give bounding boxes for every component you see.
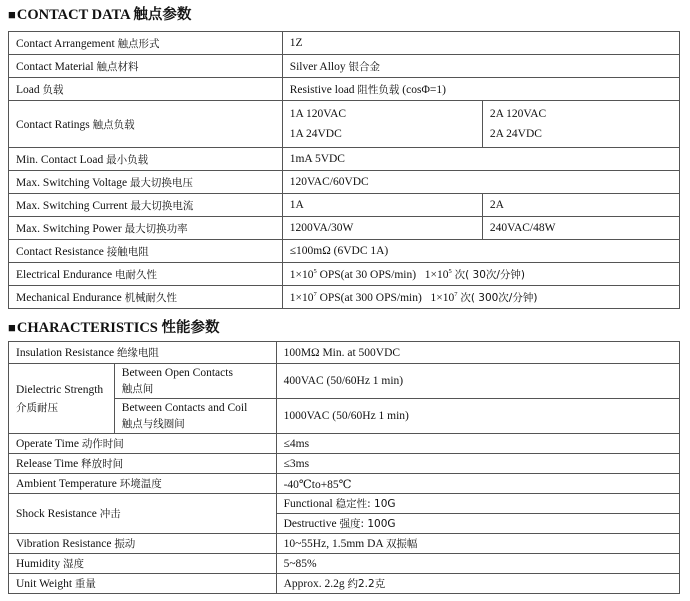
value-cell: Resistive load 阻性负载 (cosΦ=1) — [282, 78, 679, 101]
value-cell: ≤100mΩ (6VDC 1A) — [282, 240, 679, 263]
characteristics-title — [8, 316, 220, 337]
value-cell: 100MΩ Min. at 500VDC — [276, 342, 679, 364]
characteristics-table — [8, 341, 680, 594]
contact-data-table — [8, 31, 680, 309]
sublabel-cell: Between Contacts and Coil 触点与线圈间 — [114, 399, 276, 434]
section-marker-icon: ■ — [8, 320, 16, 335]
value-cell: $1\times 10^5$ OPS(at 30 OPS/min) $1\times 10^5$ 次( 30次/分钟) — [282, 263, 679, 286]
value-cell: 1Z — [282, 32, 679, 55]
value-cell: 10~55Hz, 1.5mm DA 双振幅 — [276, 534, 679, 554]
label-cell: Electrical Endurance 电耐久性 — [9, 263, 283, 286]
value-cell: -40℃to+85℃ — [276, 474, 679, 494]
value-cell: 1000VAC (50/60Hz 1 min) — [276, 399, 679, 434]
label-cell: Load 负载 — [9, 78, 283, 101]
table-row — [9, 194, 680, 217]
contact-data-title — [8, 3, 191, 24]
label-cell: Insulation Resistance 绝缘电阻 — [9, 342, 277, 364]
label-cell: Mechanical Endurance 机械耐久性 — [9, 286, 283, 309]
value-cell: Destructive 强度: 100G — [276, 514, 679, 534]
table-row — [9, 240, 680, 263]
section-marker-icon: ■ — [8, 7, 16, 22]
value-cell: $1\times 10^7$ OPS(at 300 OPS/min) $1\times 10^7$ 次( 300次/分钟) — [282, 286, 679, 309]
contact-data-title-text: CONTACT DATA 触点参数 — [16, 7, 192, 23]
label-cell: Dielectric Strength 介质耐压 — [9, 364, 115, 434]
label-cell: Release Time 释放时间 — [9, 454, 277, 474]
table-row — [9, 55, 680, 78]
label-cell: Operate Time 动作时间 — [9, 434, 277, 454]
table-row — [9, 78, 680, 101]
label-cell: Max. Switching Power 最大切换功率 — [9, 217, 283, 240]
table-row — [9, 574, 680, 594]
label-cell: Contact Arrangement 触点形式 — [9, 32, 283, 55]
table-row — [9, 474, 680, 494]
value-cell: Approx. 2.2g 约2.2克 — [276, 574, 679, 594]
table-row — [9, 286, 680, 309]
value-cell: 1A 120VAC 1A 24VDC — [282, 101, 482, 148]
sublabel-cell: Between Open Contacts 触点间 — [114, 364, 276, 399]
value-cell: Functional 稳定性: 10G — [276, 494, 679, 514]
label-cell: Contact Ratings 触点负载 — [9, 101, 283, 148]
label-cell: Humidity 湿度 — [9, 554, 277, 574]
label-cell: Contact Material 触点材料 — [9, 55, 283, 78]
table-row — [9, 32, 680, 55]
table-row — [9, 263, 680, 286]
value-cell: 240VAC/48W — [482, 217, 679, 240]
value-cell: Silver Alloy 银合金 — [282, 55, 679, 78]
value-cell: 1200VA/30W — [282, 217, 482, 240]
value-cell: 2A — [482, 194, 679, 217]
table-row — [9, 494, 680, 514]
table-row — [9, 454, 680, 474]
label-cell: Unit Weight 重量 — [9, 574, 277, 594]
label-cell: Vibration Resistance 振动 — [9, 534, 277, 554]
table-row — [9, 342, 680, 364]
table-row — [9, 554, 680, 574]
value-cell: ≤4ms — [276, 434, 679, 454]
table-row — [9, 434, 680, 454]
table-row — [9, 148, 680, 171]
table-row — [9, 534, 680, 554]
table-row — [9, 171, 680, 194]
value-cell: 1A — [282, 194, 482, 217]
label-cell: Shock Resistance 冲击 — [9, 494, 277, 534]
characteristics-title-text: CHARACTERISTICS 性能参数 — [16, 320, 220, 336]
value-cell: 5~85% — [276, 554, 679, 574]
value-cell: 2A 120VAC 2A 24VDC — [482, 101, 679, 148]
value-cell: 120VAC/60VDC — [282, 171, 679, 194]
value-cell: 1mA 5VDC — [282, 148, 679, 171]
label-cell: Contact Resistance 接触电阻 — [9, 240, 283, 263]
table-row — [9, 217, 680, 240]
value-cell: 400VAC (50/60Hz 1 min) — [276, 364, 679, 399]
label-cell: Ambient Temperature 环境温度 — [9, 474, 277, 494]
label-cell: Min. Contact Load 最小负载 — [9, 148, 283, 171]
label-cell: Max. Switching Voltage 最大切换电压 — [9, 171, 283, 194]
label-cell: Max. Switching Current 最大切换电流 — [9, 194, 283, 217]
value-cell: ≤3ms — [276, 454, 679, 474]
table-row — [9, 364, 680, 399]
table-row — [9, 101, 680, 148]
